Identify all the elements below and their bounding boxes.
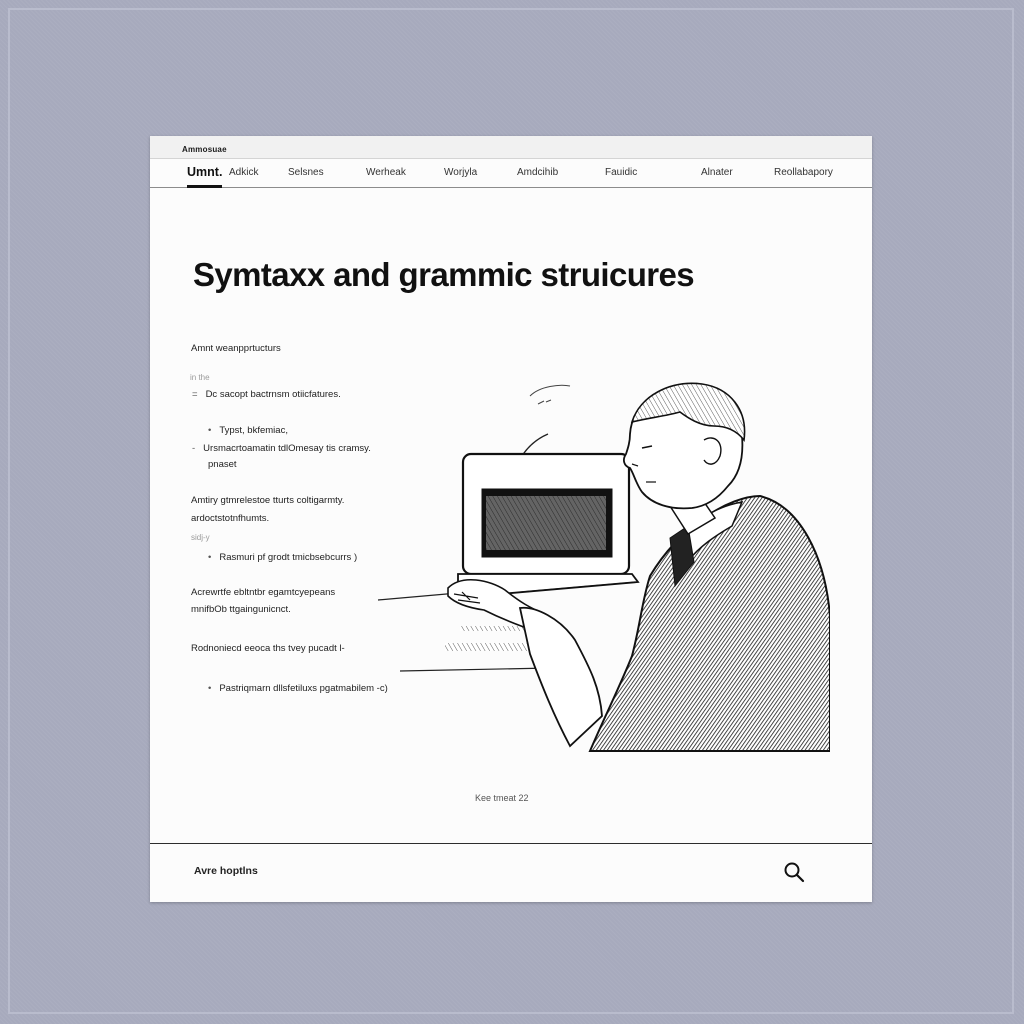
search-button[interactable]	[778, 856, 810, 888]
footer-bar	[150, 843, 872, 902]
nav-item-adkick[interactable]: Adkick	[229, 167, 259, 178]
nav-item-werheak[interactable]: Werheak	[366, 167, 406, 178]
nav-item-worjyla[interactable]: Worjyla	[444, 167, 478, 178]
outline-paragraph: mnifbOb ttgaingunicnct.	[191, 604, 291, 615]
outline-item[interactable]: - Ursmacrtoamatin tdlOmesay tis cramsy.	[192, 443, 371, 454]
nav-item-reollabapory[interactable]: Reollabapory	[774, 167, 833, 178]
site-label: Ammosuae	[182, 145, 227, 154]
outline-subitem[interactable]: • Pastriqmarn dllsfetiluxs pgatmabilem -c)	[208, 683, 388, 694]
outline-subitem[interactable]: • Rasmuri pf grodt tmicbsebcurrs )	[208, 552, 358, 563]
page-title: Symtaxx and grammic struicures	[193, 256, 695, 294]
nav-item-alnater[interactable]: Alnater	[701, 167, 733, 178]
nav-brand-link[interactable]: Umnt.	[187, 158, 222, 187]
nav-item-amdcihib[interactable]: Amdcihib	[517, 167, 559, 178]
nav-item-selsnes[interactable]: Selsnes	[288, 167, 324, 178]
outline-item-continuation: pnaset	[208, 459, 237, 470]
outline-subitem[interactable]: • Typst, bkfemiac,	[208, 425, 288, 436]
footer-label: Avre hoptlns	[194, 865, 258, 877]
search-icon	[783, 861, 805, 883]
outline-note: sidj-y	[191, 533, 210, 542]
man-at-laptop-illustration	[370, 356, 830, 756]
outline-paragraph: ardoctstotnfhumts.	[191, 513, 270, 524]
figure-caption: Kee tmeat 22	[475, 793, 529, 803]
outline-paragraph: Acrewrtfe ebltntbr egamtcyepeans	[191, 587, 336, 598]
outline-paragraph: Rodnoniecd eeoca ths tvey pucadt l-	[191, 643, 345, 654]
outline-item[interactable]: = Dc sacopt bactrnsm otiicfatures.	[192, 389, 341, 400]
web-page	[150, 136, 872, 902]
nav-item-fauidic[interactable]: Fauidic	[605, 167, 638, 178]
outline-heading: Amnt weanpprtucturs	[191, 343, 281, 354]
outline-paragraph: Amtiry gtmrelestoe tturts coltigarmty.	[191, 495, 345, 506]
outline-subheading: in the	[190, 373, 210, 382]
